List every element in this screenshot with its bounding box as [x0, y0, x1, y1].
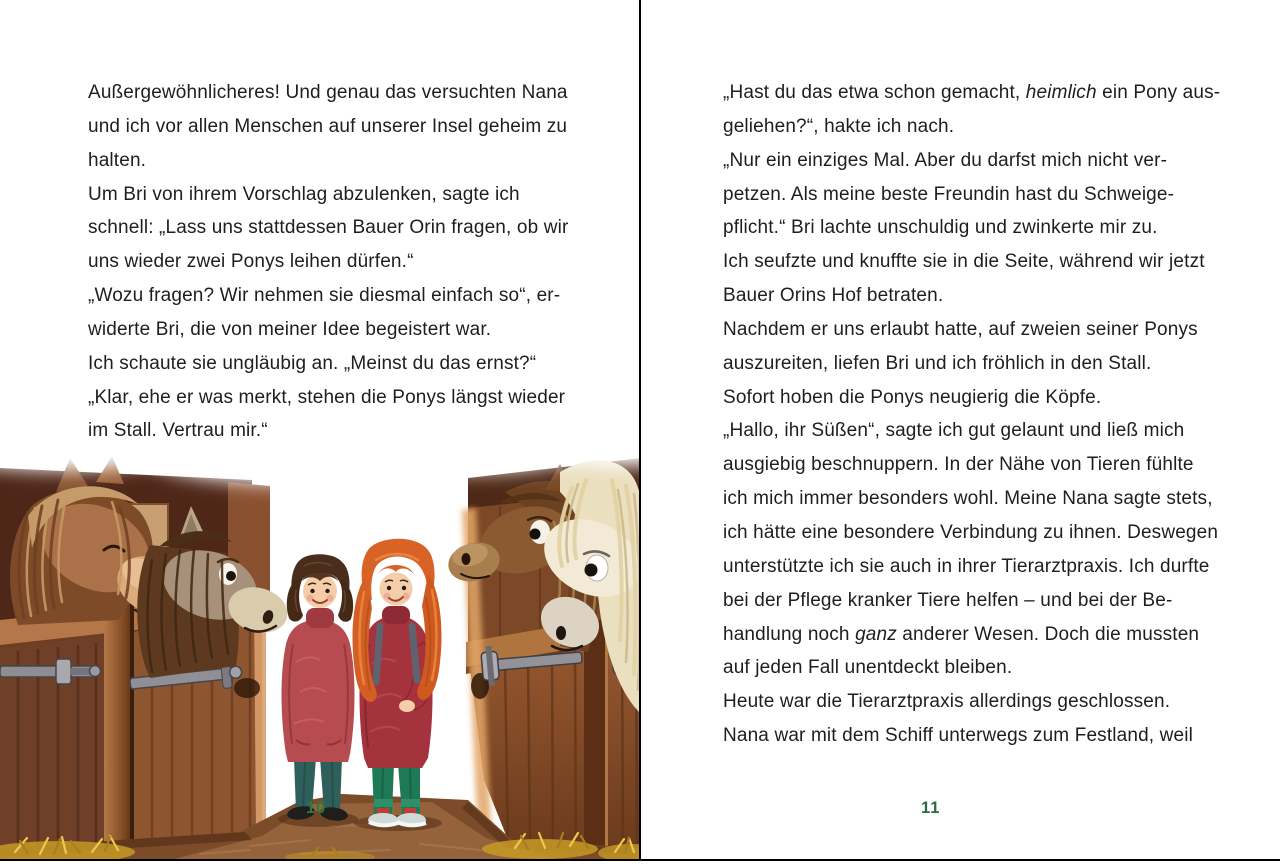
page-number-left: 10: [306, 799, 327, 817]
page-number-right: 11: [921, 799, 941, 817]
text-line: Ich seufzte und knuffte sie in die Seite, während wir jetzt: [723, 251, 1205, 273]
text-line: geliehen?“, hakte ich nach.: [723, 115, 955, 137]
text-line: im Stall. Vertrau mir.“: [88, 420, 268, 442]
text-line: „Nur ein einziges Mal. Aber du darfst mich nicht ver-: [723, 149, 1168, 171]
left-page-text: [88, 76, 588, 448]
text-line: Sofort hoben die Ponys neugierig die Köpfe.: [723, 386, 1102, 408]
text-line: Heute war die Tierarztpraxis allerdings geschlossen.: [723, 691, 1171, 713]
page-gutter-divider: [639, 0, 641, 860]
text-line: auszureiten, liefen Bri und ich fröhlich in den Stall.: [723, 352, 1152, 374]
girl-dark-hair: [282, 554, 355, 822]
text-line: „Klar, ehe er was merkt, stehen die Ponys längst wieder: [88, 386, 566, 408]
text-line: Bauer Orins Hof betraten.: [723, 285, 944, 307]
text-line: unterstützte ich sie auch in ihrer Tierarztpraxis. Ich durfte: [723, 555, 1210, 577]
text-line: Nachdem er uns erlaubt hatte, auf zweien seiner Ponys: [723, 318, 1198, 340]
text-line: halten.: [88, 149, 147, 171]
text-line: „Hast du das etwa schon gemacht, heimlich ein Pony aus-: [723, 82, 1221, 103]
text-line: widerte Bri, die von meiner Idee begeistert war.: [88, 318, 492, 340]
text-line: „Wozu fragen? Wir nehmen sie diesmal einfach so“, er-: [88, 285, 561, 307]
text-line: bei der Pflege kranker Tiere helfen – und bei der Be-: [723, 589, 1173, 611]
text-line: Ich schaute sie ungläubig an. „Meinst du das ernst?“: [88, 352, 537, 374]
text-line: ich mich immer besonders wohl. Meine Nana sagte stets,: [723, 488, 1213, 510]
text-line: pflicht.“ Bri lachte unschuldig und zwinkerte mir zu.: [723, 217, 1158, 239]
text-line: petzen. Als meine beste Freundin hast du Schweige-: [723, 183, 1175, 205]
girl-red-hair: [353, 539, 442, 827]
text-line: Nana war mit dem Schiff unterwegs zum Festland, weil: [723, 725, 1193, 747]
text-line: schnell: „Lass uns stattdessen Bauer Orin fragen, ob wir: [88, 217, 569, 239]
right-page-text: [723, 76, 1233, 753]
text-line: Außergewöhnlicheres! Und genau das versuchten Nana: [88, 82, 568, 103]
text-line: auf jeden Fall unentdeckt bleiben.: [723, 657, 1013, 679]
text-line: ausgiebig beschnuppern. In der Nähe von Tieren fühlte: [723, 454, 1194, 476]
text-line: und ich vor allen Menschen auf unserer Insel geheim zu: [88, 115, 568, 137]
text-line: ich hätte eine besondere Verbindung zu ihnen. Deswegen: [723, 521, 1219, 543]
bottom-rule: [0, 859, 1280, 861]
text-line: uns wieder zwei Ponys leihen dürfen.“: [88, 251, 414, 273]
text-line: handlung noch ganz anderer Wesen. Doch die mussten: [723, 623, 1200, 645]
text-line: „Hallo, ihr Süßen“, sagte ich gut gelaunt und ließ mich: [723, 420, 1185, 442]
text-line: Um Bri von ihrem Vorschlag abzulenken, sagte ich: [88, 183, 520, 205]
